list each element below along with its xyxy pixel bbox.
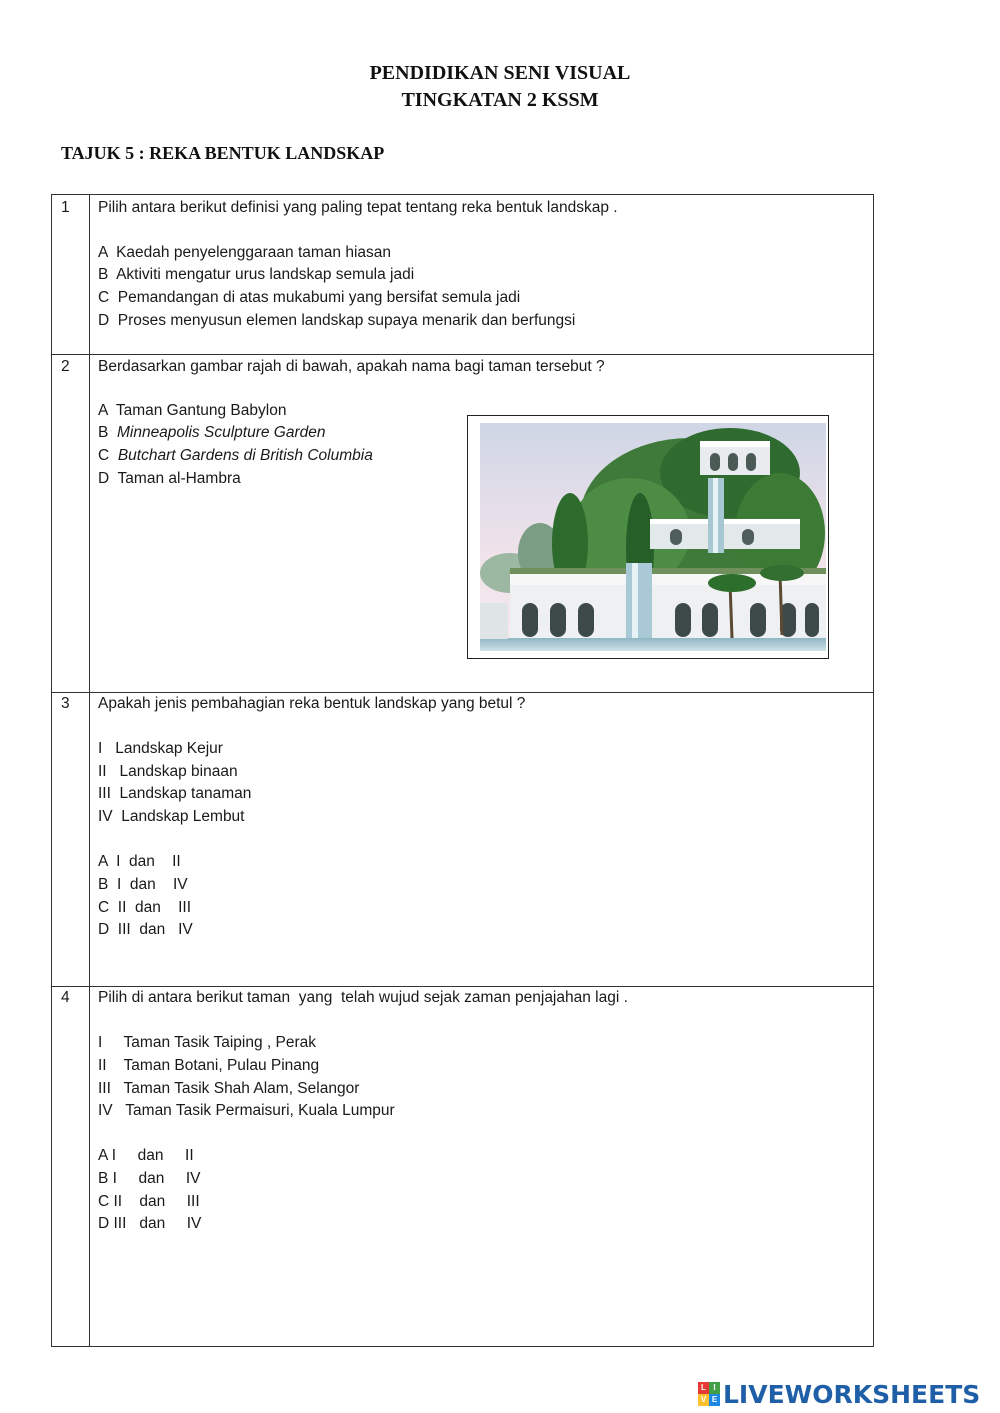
topic-heading: TAJUK 5 : REKA BENTUK LANDSKAP — [61, 143, 385, 163]
question-text: Pilih antara berikut definisi yang paling tepat tentang reka bentuk landskap . — [98, 199, 618, 216]
option-label: Taman al-Hambra — [117, 470, 241, 487]
brand-mark-icon — [698, 1382, 720, 1406]
option-letter: A — [98, 402, 108, 419]
brand-mark-letter: L — [698, 1382, 709, 1394]
question-number: 2 — [61, 358, 70, 375]
answer-option-c[interactable]: C II dan III — [98, 1193, 200, 1210]
worksheet-header — [0, 60, 1000, 114]
liveworksheets-logo[interactable] — [698, 1376, 980, 1412]
answer-option-c[interactable]: C II dan III — [98, 899, 192, 916]
answer-option-b[interactable]: B I dan IV — [98, 876, 188, 893]
option-letter: C — [98, 447, 110, 464]
question-number: 1 — [61, 199, 70, 216]
row-divider — [52, 692, 873, 693]
worksheet-subtitle: TINGKATAN 2 KSSM — [401, 89, 599, 111]
answer-option-a[interactable]: A I dan II — [98, 853, 181, 870]
statement-i: I Taman Tasik Taiping , Perak — [98, 1034, 316, 1051]
statement-ii: II Taman Botani, Pulau Pinang — [98, 1057, 320, 1074]
worksheet-title: PENDIDIKAN SENI VISUAL — [369, 62, 631, 84]
answer-option-c[interactable] — [98, 447, 373, 465]
statement-iv: IV Landskap Lembut — [98, 808, 245, 825]
answer-option-c[interactable]: C Pemandangan di atas mukabumi yang bersifat semula jadi — [98, 289, 521, 306]
option-label: Butchart Gardens di British Columbia — [117, 447, 373, 464]
answer-option-d[interactable]: D III dan IV — [98, 921, 193, 938]
question-text: Apakah jenis pembahagian reka bentuk landskap yang betul ? — [98, 695, 526, 712]
statement-iii: III Taman Tasik Shah Alam, Selangor — [98, 1080, 360, 1097]
brand-mark-letter: V — [698, 1394, 709, 1406]
answer-option-a[interactable]: A I dan II — [98, 1147, 194, 1164]
answer-option-b[interactable]: B Aktiviti mengatur urus landskap semula jadi — [98, 266, 415, 283]
row-divider — [52, 986, 873, 987]
question-text: Pilih di antara berikut taman yang telah wujud sejak zaman penjajahan lagi . — [98, 989, 628, 1006]
answer-option-b[interactable] — [98, 424, 325, 442]
column-divider — [89, 195, 90, 1346]
question-text: Berdasarkan gambar rajah di bawah, apakah nama bagi taman tersebut ? — [98, 358, 605, 375]
option-label: Taman Gantung Babylon — [115, 402, 287, 419]
answer-option-a[interactable] — [98, 402, 286, 420]
answer-option-d[interactable] — [98, 470, 241, 488]
option-letter: D — [98, 470, 110, 487]
garden-photo — [467, 415, 829, 659]
brand-text: LIVEWORKSHEETS — [723, 1379, 981, 1409]
row-divider — [52, 354, 873, 355]
answer-option-d[interactable]: D III dan IV — [98, 1215, 202, 1232]
answer-option-d[interactable]: D Proses menyusun elemen landskap supaya menarik dan berfungsi — [98, 312, 576, 329]
question-number: 3 — [61, 695, 70, 712]
question-number: 4 — [61, 989, 70, 1006]
option-label: Minneapolis Sculpture Garden — [116, 424, 326, 441]
statement-iii: III Landskap tanaman — [98, 785, 252, 802]
statement-iv: IV Taman Tasik Permaisuri, Kuala Lumpur — [98, 1102, 395, 1119]
hanging-garden-illustration — [480, 423, 826, 651]
answer-option-a[interactable]: A Kaedah penyelenggaraan taman hiasan — [98, 244, 392, 261]
question-table — [51, 194, 874, 1347]
statement-i: I Landskap Kejur — [98, 740, 223, 757]
brand-mark-letter: I — [709, 1382, 720, 1394]
answer-option-b[interactable]: B I dan IV — [98, 1170, 201, 1187]
brand-mark-letter: E — [709, 1394, 720, 1406]
option-letter: B — [98, 424, 109, 441]
statement-ii: II Landskap binaan — [98, 763, 238, 780]
